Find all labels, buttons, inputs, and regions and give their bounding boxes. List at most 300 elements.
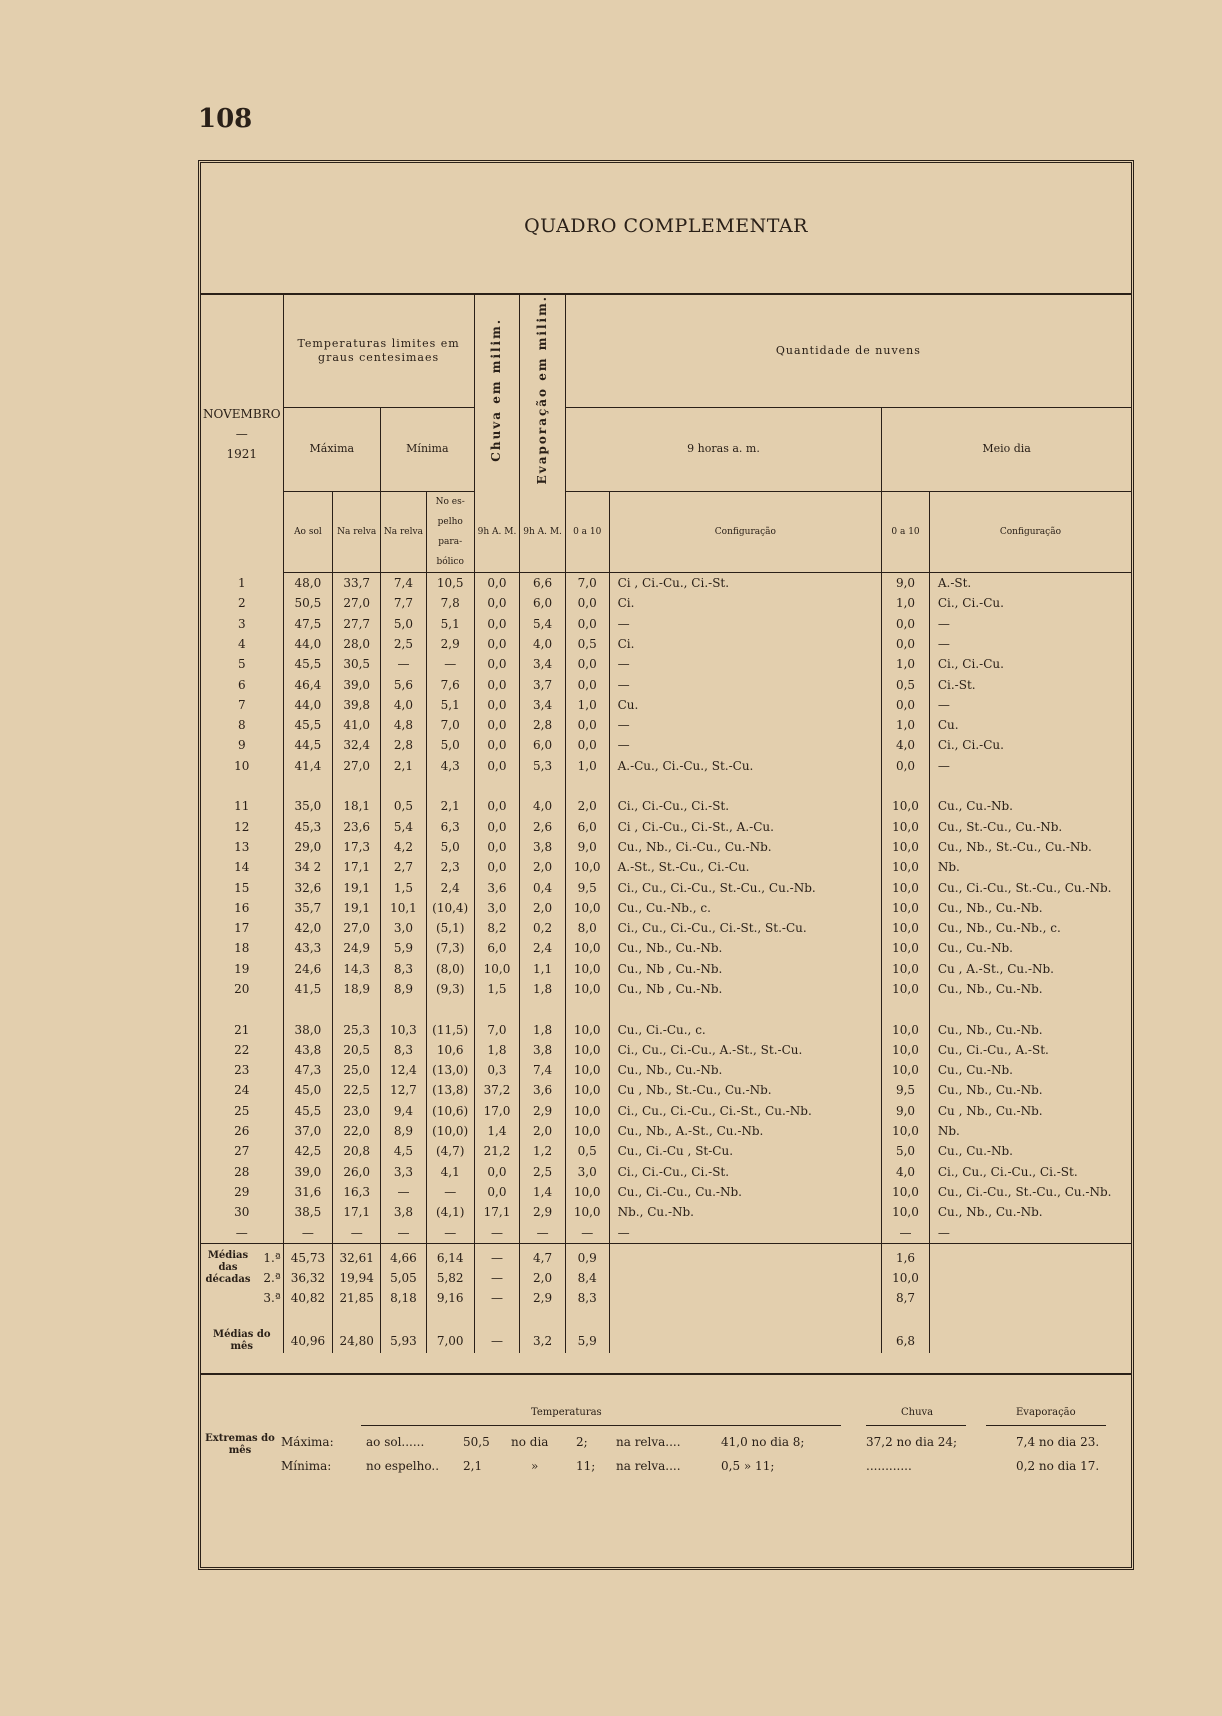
cell-col-2: 30,5 <box>333 654 381 674</box>
cell-col-0: 27 <box>234 1144 250 1159</box>
cell-col-6: 2,0 <box>520 857 566 877</box>
cell-col-8: Ci., Cu., Ci.-Cu., A.-St., St.-Cu. <box>609 1040 882 1060</box>
spacer-cell <box>882 776 930 796</box>
minima-line-label: Mínima: <box>281 1459 332 1473</box>
cell-col-1: 38,0 <box>283 1019 333 1039</box>
cell-col-6: 0,2 <box>520 918 566 938</box>
spacer-cell <box>381 999 427 1019</box>
cell-col-2: 20,8 <box>333 1141 381 1161</box>
chuva-header <box>474 295 520 491</box>
cell-col-0: 16 <box>234 900 250 915</box>
page-number: 108 <box>198 104 253 134</box>
chuva-label: Chuva em milim. <box>489 317 504 462</box>
cell-col-5: 0,0 <box>474 614 520 634</box>
table-row <box>201 979 1131 999</box>
cell-col-1: 50,5 <box>283 593 333 613</box>
cell-col-5: 1,8 <box>474 1040 520 1060</box>
cell-col-5: 0,0 <box>474 593 520 613</box>
cell-col-7: 10,0 <box>565 1202 609 1222</box>
cell-col-1: 43,3 <box>283 938 333 958</box>
cell-col-3: 4,2 <box>381 837 427 857</box>
cell-col-0: 25 <box>234 1103 250 1118</box>
cell-col-6: 6,0 <box>520 593 566 613</box>
cell-col-8: — <box>609 735 882 755</box>
maxima-chuva: 37,2 no dia 24; <box>866 1435 958 1449</box>
spacer-cell <box>426 999 474 1019</box>
spacer-cell <box>609 776 882 796</box>
cell-col-7: 5,9 <box>565 1329 609 1353</box>
maxima-header: Máxima <box>283 407 381 491</box>
table-row <box>201 959 1131 979</box>
cell-col-4: 7,00 <box>426 1329 474 1353</box>
cell-col-1: 45,5 <box>283 715 333 735</box>
table-row <box>201 654 1131 674</box>
spacer-cell <box>882 999 930 1019</box>
spacer-cell <box>565 1309 609 1329</box>
cell-col-8: Ci. <box>609 593 882 613</box>
cell-col-1: 32,6 <box>283 877 333 897</box>
cell-col-4: 7,6 <box>426 674 474 694</box>
cell-col-8: — <box>609 715 882 735</box>
na-relva-max-header: Na relva <box>333 491 381 572</box>
cell-col-10: Cu., Ci.-Cu., A.-St. <box>929 1040 1131 1060</box>
cell-col-4: — <box>426 1182 474 1202</box>
cell-col-6: 2,9 <box>520 1101 566 1121</box>
cell-col-5: 10,0 <box>474 959 520 979</box>
cell-col-5: 17,1 <box>474 1202 520 1222</box>
cell-col-5: 0,3 <box>474 1060 520 1080</box>
table-row <box>201 1182 1131 1202</box>
cell-col-10: Ci.-St. <box>929 674 1131 694</box>
cell-col-0: 8 <box>237 718 246 733</box>
cell-col-6: 2,0 <box>520 1121 566 1141</box>
cell-col-4: (4,7) <box>426 1141 474 1161</box>
cell-col-3: 8,3 <box>381 1040 427 1060</box>
cell-col-1: 44,5 <box>283 735 333 755</box>
cell-col-9: 10,0 <box>882 877 930 897</box>
cell-col-9: 4,0 <box>882 1162 930 1182</box>
spacer-cell <box>283 999 333 1019</box>
cell-col-6: 3,8 <box>520 1040 566 1060</box>
cell-col-1: 37,0 <box>283 1121 333 1141</box>
config-am-header: Configuração <box>609 491 882 572</box>
spacer-cell <box>426 776 474 796</box>
cell-col-10: Cu., Nb., Cu.-Nb., c. <box>929 918 1131 938</box>
month-average-row <box>201 1329 1131 1353</box>
cell-col-7: 10,0 <box>565 1121 609 1141</box>
cell-col-2: 23,6 <box>333 816 381 836</box>
cell-col-1: 31,6 <box>283 1182 333 1202</box>
cell-col-1: 45,73 <box>283 1248 333 1268</box>
cell-col-3: 7,7 <box>381 593 427 613</box>
cell-col-6: 4,0 <box>520 634 566 654</box>
cell-col-8: Nb., Cu.-Nb. <box>609 1202 882 1222</box>
table-row <box>201 1222 1131 1243</box>
cell-col-7: 10,0 <box>565 959 609 979</box>
cell-col-1: 39,0 <box>283 1162 333 1182</box>
cell-col-6: 2,8 <box>520 715 566 735</box>
cell-col-3: 2,7 <box>381 857 427 877</box>
cell-col-3: 8,9 <box>381 1121 427 1141</box>
cell-col-8: Cu., Ci.-Cu., Cu.-Nb. <box>609 1182 882 1202</box>
spacer-cell <box>882 1309 930 1329</box>
cell-col-10: Cu., Nb., Cu.-Nb. <box>929 898 1131 918</box>
table-frame <box>198 160 1134 1570</box>
cell-col-4: (10,4) <box>426 898 474 918</box>
cell-col-0: 15 <box>234 880 250 895</box>
cell-col-5: 0,0 <box>474 695 520 715</box>
cell-col-4: 6,3 <box>426 816 474 836</box>
cell-col-4: (4,1) <box>426 1202 474 1222</box>
cell-col-2: 32,61 <box>333 1248 381 1268</box>
cell-col-7: 7,0 <box>565 572 609 593</box>
cell-col-6: 2,4 <box>520 938 566 958</box>
cell-col-8: Ci., Ci.-Cu., Ci.-St. <box>609 796 882 816</box>
cell-col-4: 5,0 <box>426 735 474 755</box>
minima-evap: 0,2 no dia 17. <box>1016 1459 1100 1473</box>
table-row <box>201 1040 1131 1060</box>
cell-col-0: — <box>235 1225 248 1240</box>
cell-col-6: 3,4 <box>520 695 566 715</box>
cell-col-7: 0,0 <box>565 593 609 613</box>
table-row <box>201 938 1131 958</box>
table-row <box>201 735 1131 755</box>
cell-col-7: 10,0 <box>565 1019 609 1039</box>
cell-col-9: 10,0 <box>882 1040 930 1060</box>
cell-col-10: Cu., Ci.-Cu., St.-Cu., Cu.-Nb. <box>929 1182 1131 1202</box>
cell-col-8 <box>609 1248 882 1268</box>
cell-col-9: 4,0 <box>882 735 930 755</box>
cell-col-9: 1,0 <box>882 654 930 674</box>
table-row <box>201 1019 1131 1039</box>
cell-col-6: 3,6 <box>520 1080 566 1100</box>
cell-col-0: 9 <box>237 738 246 753</box>
cell-col-1: 38,5 <box>283 1202 333 1222</box>
cell-col-1: 40,82 <box>283 1288 333 1308</box>
cell-col-9: 10,0 <box>882 1268 930 1288</box>
cell-col-5: 37,2 <box>474 1080 520 1100</box>
cell-col-7: 10,0 <box>565 1080 609 1100</box>
table-row <box>201 614 1131 634</box>
cell-col-2: 27,0 <box>333 756 381 776</box>
cell-col-8: Ci. <box>609 634 882 654</box>
cell-col-6: 2,9 <box>520 1288 566 1308</box>
cell-col-10: Cu., Nb., Cu.-Nb. <box>929 979 1131 999</box>
table-row <box>201 634 1131 654</box>
cell-col-8: Cu., Nb., A.-St., Cu.-Nb. <box>609 1121 882 1141</box>
cell-col-8: Cu., Nb., Cu.-Nb. <box>609 1060 882 1080</box>
cell-col-9: 10,0 <box>882 918 930 938</box>
cell-col-6: 4,0 <box>520 796 566 816</box>
cell-col-7: 0,9 <box>565 1248 609 1268</box>
cell-col-10: Cu. <box>929 715 1131 735</box>
cell-col-5: 0,0 <box>474 796 520 816</box>
cell-col-4: (9,3) <box>426 979 474 999</box>
cell-col-2: 17,1 <box>333 857 381 877</box>
table-row <box>201 898 1131 918</box>
cell-col-5: 17,0 <box>474 1101 520 1121</box>
cell-col-3: 8,18 <box>381 1288 427 1308</box>
decade-ordinal: 3.ª <box>263 1291 281 1306</box>
cell-col-2: 39,8 <box>333 695 381 715</box>
cell-col-9: 10,0 <box>882 1060 930 1080</box>
spacer-cell <box>381 776 427 796</box>
cell-col-5: 0,0 <box>474 572 520 593</box>
cell-col-6: 6,6 <box>520 572 566 593</box>
cell-col-7: 8,0 <box>565 918 609 938</box>
maxima-line-label: Máxima: <box>281 1435 334 1449</box>
maxima-b: na relva.... <box>616 1435 681 1449</box>
cell-col-5: 0,0 <box>474 857 520 877</box>
cell-col-5: — <box>474 1222 520 1243</box>
cell-col-10: Nb. <box>929 1121 1131 1141</box>
cell-col-5: 0,0 <box>474 654 520 674</box>
cell-col-7: 10,0 <box>565 1182 609 1202</box>
cell-col-9: 10,0 <box>882 1019 930 1039</box>
cell-col-4: 7,8 <box>426 593 474 613</box>
cell-col-5: 0,0 <box>474 1182 520 1202</box>
cell-col-4: 2,4 <box>426 877 474 897</box>
cell-col-3: 5,9 <box>381 938 427 958</box>
cell-col-0: 20 <box>234 982 250 996</box>
escala-am-header: 0 a 10 <box>565 491 609 572</box>
cell-col-2: 18,9 <box>333 979 381 999</box>
cell-col-10: — <box>929 634 1131 654</box>
cell-col-8: Ci , Ci.-Cu., Ci.-St. <box>609 572 882 593</box>
cell-col-2: 22,0 <box>333 1121 381 1141</box>
cell-col-3: 3,8 <box>381 1202 427 1222</box>
cell-col-10 <box>929 1329 1131 1353</box>
cell-col-4: — <box>426 654 474 674</box>
temp-group-header: Temperaturas limites em graus centesimaes <box>283 295 474 407</box>
cell-col-1: 43,8 <box>283 1040 333 1060</box>
cell-col-2: 17,1 <box>333 1202 381 1222</box>
spacer-row <box>201 1309 1131 1329</box>
cell-col-3: 7,4 <box>381 572 427 593</box>
cell-col-9: 6,8 <box>882 1329 930 1353</box>
cell-col-9: 10,0 <box>882 979 930 999</box>
cell-col-1: 42,5 <box>283 1141 333 1161</box>
cell-col-8: — <box>609 614 882 634</box>
cell-col-8: A.-Cu., Ci.-Cu., St.-Cu. <box>609 756 882 776</box>
cell-col-7: 10,0 <box>565 979 609 999</box>
table-row <box>201 756 1131 776</box>
cell-col-4: 5,82 <box>426 1268 474 1288</box>
cell-col-4: 4,3 <box>426 756 474 776</box>
cell-col-1: 42,0 <box>283 918 333 938</box>
cell-col-6: 5,3 <box>520 756 566 776</box>
cell-col-3: 10,3 <box>381 1019 427 1039</box>
cell-col-9: 1,0 <box>882 593 930 613</box>
cell-col-3: 8,9 <box>381 979 427 999</box>
cell-col-6: 2,9 <box>520 1202 566 1222</box>
cell-col-3: 5,05 <box>381 1268 427 1288</box>
cell-col-0 <box>201 1329 283 1353</box>
cell-col-2: 19,1 <box>333 898 381 918</box>
cell-col-6: 1,8 <box>520 1019 566 1039</box>
table-row <box>201 674 1131 694</box>
maxima-a-val: 50,5 <box>463 1435 490 1449</box>
cell-col-1: 48,0 <box>283 572 333 593</box>
cell-col-2: 19,1 <box>333 877 381 897</box>
maxima-evap: 7,4 no dia 23. <box>1016 1435 1100 1449</box>
cell-col-6: 7,4 <box>520 1060 566 1080</box>
minima-header: Mínima <box>381 407 475 491</box>
cell-col-10: — <box>929 1222 1131 1243</box>
cell-col-0: 23 <box>234 1063 250 1078</box>
cell-col-6: 6,0 <box>520 735 566 755</box>
cell-col-2: 16,3 <box>333 1182 381 1202</box>
cell-col-2: 20,5 <box>333 1040 381 1060</box>
cell-col-4: 5,1 <box>426 695 474 715</box>
cell-col-8: Cu. <box>609 695 882 715</box>
spacer-cell <box>929 1309 1131 1329</box>
cell-col-9: 0,0 <box>882 634 930 654</box>
cell-col-9: 0,5 <box>882 674 930 694</box>
cell-col-1: 35,0 <box>283 796 333 816</box>
cell-col-2: 26,0 <box>333 1162 381 1182</box>
cell-col-7: 9,0 <box>565 837 609 857</box>
cell-col-0: 3 <box>237 616 246 631</box>
cell-col-7: 2,0 <box>565 796 609 816</box>
cell-col-9: 10,0 <box>882 1202 930 1222</box>
cell-col-6: 4,7 <box>520 1248 566 1268</box>
cell-col-7: 0,0 <box>565 674 609 694</box>
cell-col-2: — <box>333 1222 381 1243</box>
cell-col-3: 4,0 <box>381 695 427 715</box>
cell-col-3: 3,0 <box>381 918 427 938</box>
cell-col-0: 17 <box>234 921 250 936</box>
cell-col-2: 28,0 <box>333 634 381 654</box>
cell-col-5: — <box>474 1248 520 1268</box>
spacer-cell <box>381 1309 427 1329</box>
cell-col-5: 0,0 <box>474 674 520 694</box>
cell-col-4: (13,8) <box>426 1080 474 1100</box>
cell-col-2: 25,0 <box>333 1060 381 1080</box>
cell-col-5: 0,0 <box>474 715 520 735</box>
cell-col-4: (5,1) <box>426 918 474 938</box>
cell-col-2: 17,3 <box>333 837 381 857</box>
table-row <box>201 918 1131 938</box>
cell-col-7: 0,0 <box>565 654 609 674</box>
cell-col-1: 44,0 <box>283 634 333 654</box>
evap-caption: Evaporação <box>1016 1407 1076 1418</box>
table-row <box>201 1162 1131 1182</box>
cell-col-5: 0,0 <box>474 816 520 836</box>
table-row <box>201 1060 1131 1080</box>
cell-col-10: Cu., Cu.-Nb. <box>929 796 1131 816</box>
decade-ordinal: 1.ª <box>263 1250 281 1265</box>
cell-col-7: 0,0 <box>565 614 609 634</box>
cell-col-8: Cu., Cu.-Nb., c. <box>609 898 882 918</box>
cell-col-10 <box>929 1248 1131 1268</box>
minima-a-val: 2,1 <box>463 1459 483 1473</box>
cell-col-5: 0,0 <box>474 756 520 776</box>
cell-col-0: 29 <box>234 1184 250 1199</box>
cell-col-1: 35,7 <box>283 898 333 918</box>
table-row <box>201 796 1131 816</box>
cell-col-2: 24,80 <box>333 1329 381 1353</box>
cell-col-10: Cu., St.-Cu., Cu.-Nb. <box>929 816 1131 836</box>
cell-col-10: Cu., Ci.-Cu., St.-Cu., Cu.-Nb. <box>929 877 1131 897</box>
temp-caption: Temperaturas <box>531 1407 602 1418</box>
cell-col-2: 14,3 <box>333 959 381 979</box>
cell-col-3: 5,93 <box>381 1329 427 1353</box>
cell-col-3: 12,4 <box>381 1060 427 1080</box>
cell-col-0: 24 <box>234 1083 250 1098</box>
decade-average-row <box>201 1268 1131 1288</box>
month-dash: — <box>235 426 248 441</box>
cell-col-7: 9,5 <box>565 877 609 897</box>
cell-col-6: 2,6 <box>520 816 566 836</box>
nuvens-group-header: Quantidade de nuvens <box>565 295 1131 407</box>
cell-col-10 <box>929 1288 1131 1308</box>
cell-col-3: 0,5 <box>381 796 427 816</box>
cell-col-10: Nb. <box>929 857 1131 877</box>
cell-col-9: 0,0 <box>882 695 930 715</box>
climate-table <box>201 295 1131 1353</box>
cell-col-3: 5,0 <box>381 614 427 634</box>
evap-9h-header: 9h A. M. <box>520 491 566 572</box>
cell-col-6: 1,1 <box>520 959 566 979</box>
cell-col-4: 9,16 <box>426 1288 474 1308</box>
cell-col-6: 1,8 <box>520 979 566 999</box>
cell-col-9: 5,0 <box>882 1141 930 1161</box>
cell-col-7: — <box>565 1222 609 1243</box>
cell-col-9: 10,0 <box>882 1182 930 1202</box>
table-row <box>201 816 1131 836</box>
cell-col-8 <box>609 1288 882 1308</box>
cell-col-5: 0,0 <box>474 1162 520 1182</box>
minima-a: no espelho.. <box>366 1459 440 1473</box>
cell-col-0: 22 <box>234 1042 250 1057</box>
spacer-row <box>201 999 1131 1019</box>
table-row <box>201 1101 1131 1121</box>
cell-col-4: 5,1 <box>426 614 474 634</box>
cell-col-4: (10,6) <box>426 1101 474 1121</box>
table-row <box>201 695 1131 715</box>
spacer-cell <box>283 776 333 796</box>
cell-col-7: 10,0 <box>565 1040 609 1060</box>
cell-col-0 <box>201 1288 283 1308</box>
cell-col-8: Cu., Nb., Cu.-Nb. <box>609 938 882 958</box>
cell-col-8: Cu., Nb , Cu.-Nb. <box>609 979 882 999</box>
table-row <box>201 1141 1131 1161</box>
cell-col-5: 3,0 <box>474 898 520 918</box>
table-row <box>201 857 1131 877</box>
medias-mes-label: Médias do mês <box>213 1328 271 1352</box>
minima-b: na relva.... <box>616 1459 681 1473</box>
cell-col-1: 41,4 <box>283 756 333 776</box>
cell-col-10: Ci., Ci.-Cu. <box>929 735 1131 755</box>
cell-col-5: 7,0 <box>474 1019 520 1039</box>
cell-col-7: 6,0 <box>565 816 609 836</box>
cell-col-2: 32,4 <box>333 735 381 755</box>
table-row <box>201 837 1131 857</box>
cell-col-9: — <box>882 1222 930 1243</box>
cell-col-9: 10,0 <box>882 938 930 958</box>
extremas-label: Extremas do mês <box>205 1433 275 1456</box>
cell-col-0: 18 <box>234 941 250 956</box>
cell-col-0: 1 <box>237 575 246 590</box>
cell-col-9: 10,0 <box>882 857 930 877</box>
cell-col-9: 1,0 <box>882 715 930 735</box>
cell-col-1: 24,6 <box>283 959 333 979</box>
cell-col-1: 45,0 <box>283 1080 333 1100</box>
spacer-cell <box>474 776 520 796</box>
cell-col-1: 46,4 <box>283 674 333 694</box>
cell-col-8: Cu., Ci.-Cu , St-Cu. <box>609 1141 882 1161</box>
